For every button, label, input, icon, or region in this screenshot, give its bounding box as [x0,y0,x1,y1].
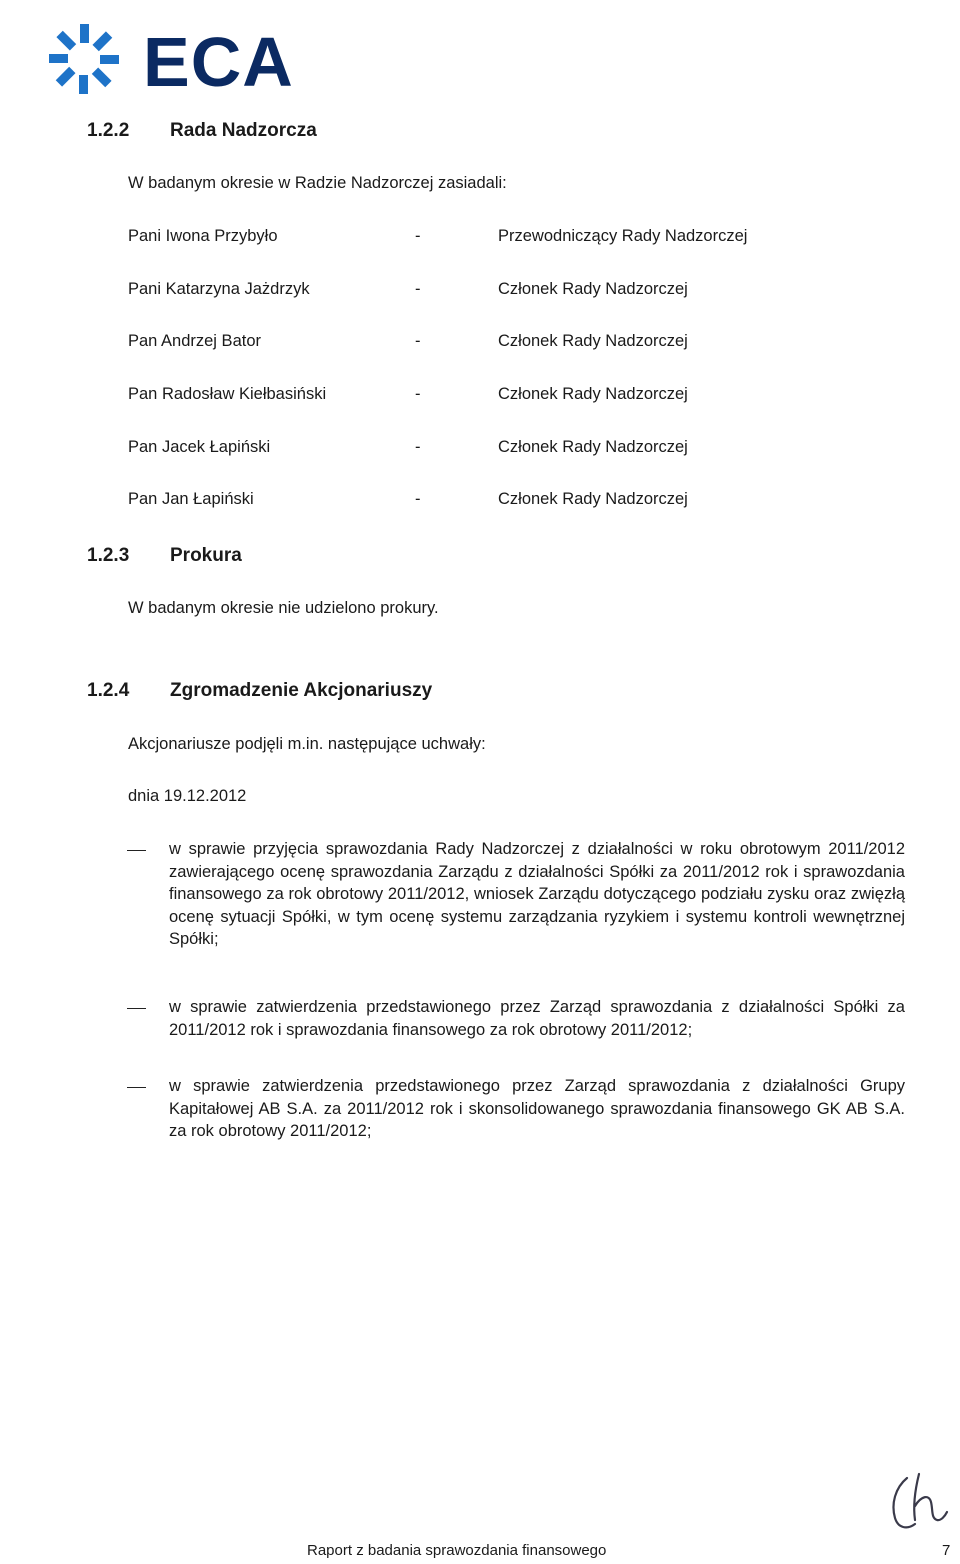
resolution-item: w sprawie zatwierdzenia przedstawionego przez Zarząd sprawozdania z działalności Spółki za 2011/2012 rok i sprawozdania finansowego za rok obrotowy 2011/2012; [169,998,905,1039]
member-dash: - [415,490,421,508]
member-name: Pan Jan Łapiński [128,490,254,508]
resolution-item: w sprawie przyjęcia sprawozdania Rady Nadzorczej z działalności w roku obrotowym 2011/2012 zawierającego ocenę sprawozdania Zarządu z działalności Spółki za 2011/2012 rok i sprawozdania finansowego za rok obrotowy 2011/2012, wniosek Zarządu dotyczącego podziału zysku oraz zwięzłą ocenę sytuacji Spółki, w tym ocenę systemu zarządzania ryzykiem i systemu kontroli wewnętrznej Spółki; [169,840,905,949]
member-name: Pani Katarzyna Jażdrzyk [128,280,310,298]
section-number: 1.2.3 [87,545,130,566]
list-dash [127,1087,146,1088]
member-dash: - [415,332,421,350]
footer-report-title: Raport z badania sprawozdania finansowego [307,1542,607,1559]
member-dash: - [415,280,421,298]
member-role: Członek Rady Nadzorczej [498,280,688,298]
section-title: Prokura [170,545,242,566]
section-title: Zgromadzenie Akcjonariuszy [170,680,433,701]
logo-wordmark: ECA [143,23,294,101]
meeting-date: dnia 19.12.2012 [128,787,247,805]
paragraph: Akcjonariusze podjęli m.in. następujące uchwały: [128,735,486,753]
member-dash: - [415,385,421,403]
member-role: Przewodniczący Rady Nadzorczej [498,227,748,245]
section-number: 1.2.2 [87,120,130,141]
member-name: Pan Andrzej Bator [128,332,261,350]
eca-logo-star-icon [40,22,128,96]
list-dash [127,850,146,851]
member-role: Członek Rady Nadzorczej [498,385,688,403]
signature-image [885,1470,951,1534]
member-name: Pan Radosław Kiełbasiński [128,385,327,403]
page-number: 7 [942,1542,951,1559]
member-name: Pan Jacek Łapiński [128,438,271,456]
member-role: Członek Rady Nadzorczej [498,438,688,456]
member-role: Członek Rady Nadzorczej [498,490,688,508]
member-dash: - [415,438,421,456]
section-number: 1.2.4 [87,680,130,701]
member-dash: - [415,227,421,245]
section-title: Rada Nadzorcza [170,120,317,141]
paragraph: W badanym okresie w Radzie Nadzorczej zasiadali: [128,174,507,192]
paragraph: W badanym okresie nie udzielono prokury. [128,599,439,617]
list-dash [127,1008,146,1009]
member-role: Członek Rady Nadzorczej [498,332,688,350]
member-name: Pani Iwona Przybyło [128,227,278,245]
resolution-item: w sprawie zatwierdzenia przedstawionego przez Zarząd sprawozdania z działalności Grupy Kapitałowej AB S.A. za 2011/2012 rok i skonsolidowanego sprawozdania finansowego GK AB S.A. za rok obrotowy 2011/2012; [169,1077,905,1141]
